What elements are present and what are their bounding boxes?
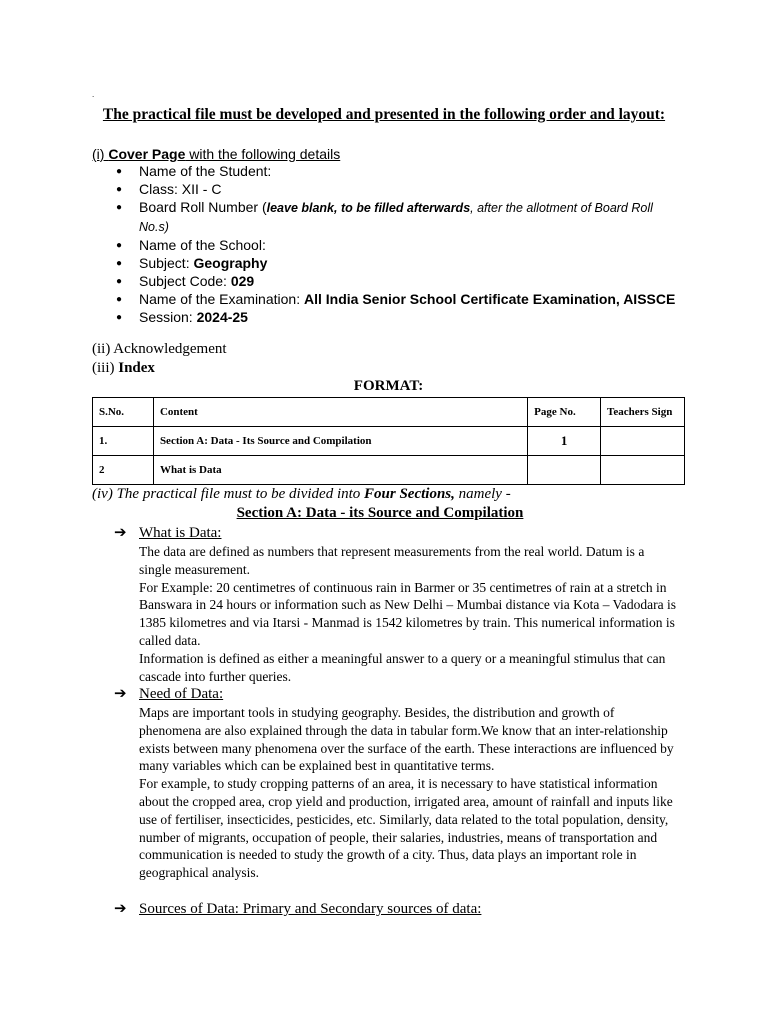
- table-header-row: [93, 398, 685, 427]
- topic-sources-of-data: ➔ Sources of Data: Primary and Secondary sources of data:: [114, 901, 482, 917]
- what-is-data-text: The data are defined as numbers that represent measurements from the real world. Datum is a single measurement. For Example: 20 centimetres of continuous rain in Barmer or 35 centimetres of rain at a stretch in Banswara in 24 hours or information such as New Delhi – Mumbai distance via Kota – Vadodara is 1385 kilometres and via Itarsi - Manmad is 1542 kilometres by train. This numerical information is called data. Information is defined as either a meaningful answer to a query or a meaningful stimulus that can cascade into further queries.: [139, 544, 677, 684]
- format-heading: FORMAT:: [353, 378, 424, 394]
- table-cell: [601, 427, 685, 456]
- stray-dot: .: [92, 90, 95, 99]
- cover-suffix: with the following details: [185, 146, 341, 162]
- section-a-heading: Section A: Data - its Source and Compilation: [236, 505, 524, 521]
- table-cell: [601, 456, 685, 485]
- need-of-data-text: Maps are important tools in studying geography. Besides, the distribution and growth of phenomena are also explained through the data in tabular form.We know that an inter-relationship exists between many phenomena over the surface of the earth. These interactions are influenced by many variables which can be explained best in quantitative terms. For example, to study cropping patterns of an area, it is necessary to have statistical information about the cropped area, crop yield and production, irrigated area, amount of rainfall and inputs like use of fertiliser, insecticides, pesticides, etc. Similarly, data related to the total population, density, number of migrants, occupation of people, their salaries, industries, means of transportation and communication is needed to study the growth of a city. Thus, data plays an important role in geographical analysis.: [139, 705, 674, 881]
- table-cell: What is Data: [153, 456, 527, 485]
- table-cell: Section A: Data - Its Source and Compilation: [153, 427, 527, 456]
- cover-page-heading: [92, 146, 340, 163]
- table-row: [93, 456, 685, 485]
- table-cell: 2: [93, 456, 154, 485]
- table-header: Teachers Sign: [601, 398, 685, 427]
- table-cell: 1: [528, 427, 601, 456]
- list-item: ● Session: 2024-25: [92, 309, 682, 327]
- list-item: ● Name of the Examination: All India Senior School Certificate Examination, AISSCE: [92, 291, 682, 309]
- table-row: [93, 427, 685, 456]
- page-title: The practical file must be developed and presented in the following order and layout:: [102, 106, 666, 123]
- cover-details-list: [92, 163, 682, 327]
- table-cell: 1.: [93, 427, 154, 456]
- arrow-icon: ➔: [114, 901, 127, 917]
- arrow-icon: ➔: [114, 525, 127, 541]
- cover-bold: Cover Page: [108, 146, 186, 162]
- list-item: ● Name of the Student:: [92, 163, 682, 181]
- cover-prefix: (i): [92, 146, 109, 162]
- list-item: ● Subject Code: 029: [92, 273, 682, 291]
- table-header: Content: [153, 398, 527, 427]
- table-header: Page No.: [528, 398, 601, 427]
- index-line: (iii) Index: [92, 360, 155, 376]
- table-header: S.No.: [93, 398, 154, 427]
- list-item: ● Board Roll Number (leave blank, to be filled afterwards, after the allotment of Board Roll No.s): [92, 199, 682, 236]
- topic-need-of-data: ➔ Need of Data:: [114, 686, 224, 702]
- table-cell: [528, 456, 601, 485]
- list-item: ● Name of the School:: [92, 237, 682, 255]
- acknowledgement-line: (ii) Acknowledgement: [92, 341, 227, 357]
- arrow-icon: ➔: [114, 686, 127, 702]
- topic-what-is-data: ➔ What is Data:: [114, 525, 222, 541]
- list-item: ● Subject: Geography: [92, 255, 682, 273]
- index-table: [92, 397, 685, 485]
- sections-intro: (iv) The practical file must to be divided into Four Sections, namely -: [92, 486, 511, 502]
- list-item: ● Class: XII - C: [92, 181, 682, 199]
